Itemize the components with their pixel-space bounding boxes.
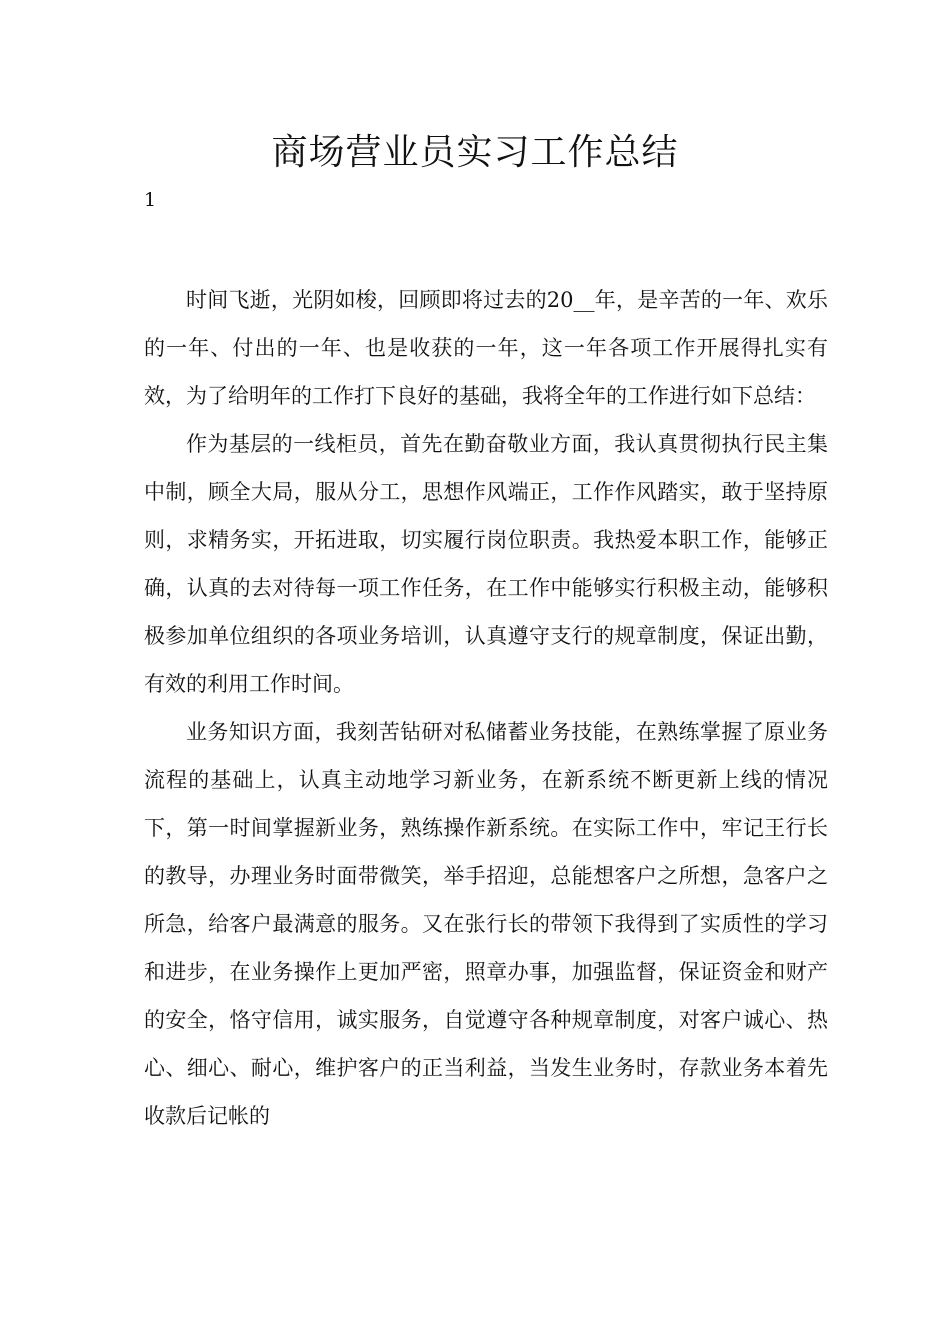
paragraph-work-attitude: 作为基层的一线柜员，首先在勤奋敬业方面，我认真贯彻执行民主集中制，顾全大局，服从分工，思想作风端正，工作作风踏实，敢于坚持原则，求精务实，开拓进取，切实履行岗位职责。我热爱本职工作，能够正确，认真的去对待每一项工作任务，在工作中能够实行积极主动，能够积极参加单位组织的各项业务培训，认真遵守支行的规章制度，保证出勤，有效的利用工作时间。 xyxy=(144,432,828,696)
paragraph-intro: 时间飞逝，光阴如梭，回顾即将过去的20__年，是辛苦的一年、欢乐的一年、付出的一年、也是收获的一年，这一年各项工作开展得扎实有效，为了给明年的工作打下良好的基础，我将全年的工作进行如下总结： xyxy=(144,288,828,408)
page-number: 1 xyxy=(144,189,157,211)
document-body xyxy=(144,276,828,1140)
document-title: 商场营业员实习工作总结 xyxy=(271,132,679,173)
paragraph-business-knowledge: 业务知识方面，我刻苦钻研对私储蓄业务技能，在熟练掌握了原业务流程的基础上，认真主动地学习新业务，在新系统不断更新上线的情况下，第一时间掌握新业务，熟练操作新系统。在实际工作中，牢记王行长的教导，办理业务时面带微笑，举手招迎，总能想客户之所想，急客户之所急，给客户最满意的服务。又在张行长的带领下我得到了实质性的学习和进步，在业务操作上更加严密，照章办事，加强监督，保证资金和财产的安全，恪守信用，诚实服务，自觉遵守各种规章制度，对客户诚心、热心、细心、耐心，维护客户的正当利益，当发生业务时，存款业务本着先收款后记帐的 xyxy=(144,720,828,1128)
